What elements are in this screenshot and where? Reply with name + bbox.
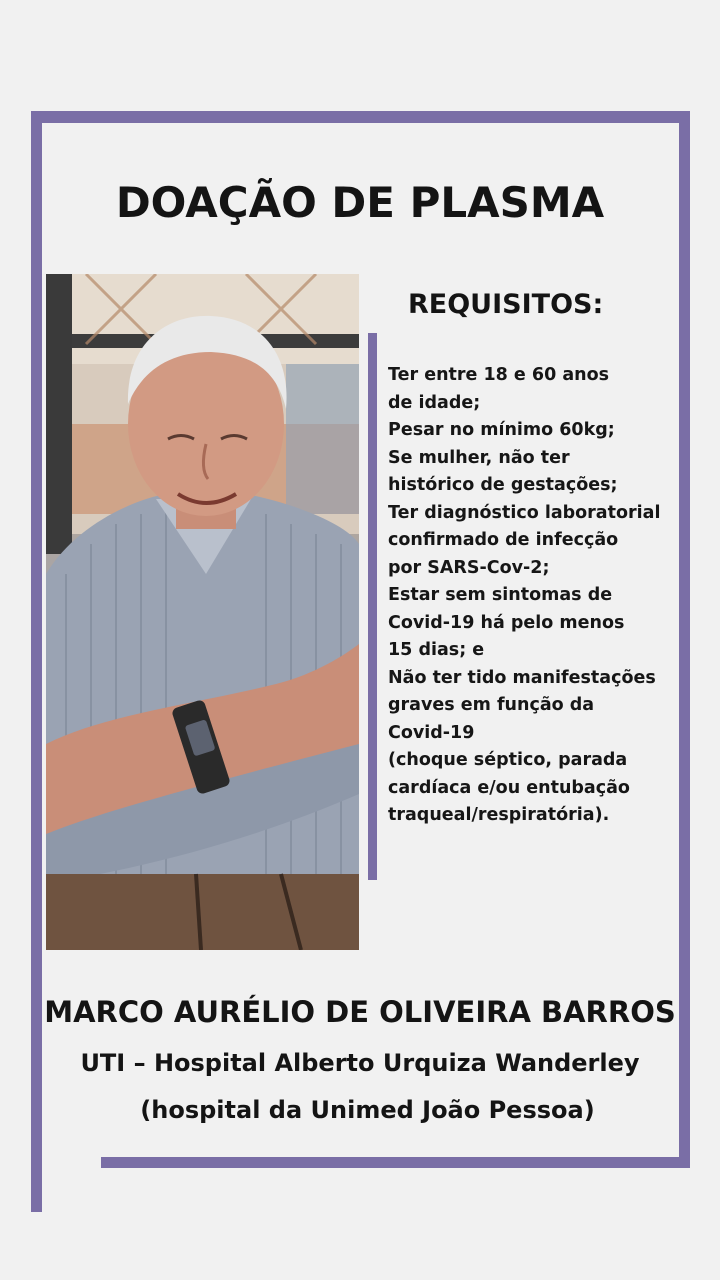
frame-left-border [31, 111, 42, 1212]
requirement-line: Ter diagnóstico laboratorial [388, 502, 661, 523]
requirement-line: histórico de gestações; [388, 475, 618, 495]
frame-bottom-border [101, 1157, 690, 1168]
requirement-line: (choque séptico, parada [388, 750, 628, 770]
hospital-note: (hospital da Unimed João Pessoa) [140, 1096, 595, 1124]
requirements-list [388, 362, 688, 830]
requirements-heading: REQUISITOS: [408, 289, 604, 320]
requirement-line: Se mulher, não ter [388, 447, 570, 468]
requirement-line: Covid-19 [388, 722, 475, 743]
requirement-line: confirmado de infecção [388, 530, 619, 550]
requirement-line: Pesar no mínimo 60kg; [388, 420, 615, 440]
requirement-line: cardíaca e/ou entubação [388, 777, 630, 798]
requirement-line: Estar sem sintomas de [388, 585, 613, 605]
requirement-line: Não ter tido manifestações [388, 667, 656, 688]
requirement-line: de idade; [388, 392, 481, 413]
hospital-unit: UTI – Hospital Alberto Urquiza Wanderley [80, 1049, 640, 1077]
frame-top-border [31, 111, 690, 123]
page-title: DOAÇÃO DE PLASMA [115, 178, 605, 227]
requirement-line: Ter entre 18 e 60 anos [388, 365, 610, 385]
requirement-line: traqueal/respiratória). [388, 805, 610, 825]
requirement-line: Covid-19 há pelo menos [388, 612, 625, 633]
requirements-accent-bar [368, 333, 377, 880]
requirement-line: graves em função da [388, 695, 595, 715]
requirement-line: 15 dias; e [388, 640, 485, 660]
requirement-line: por SARS-Cov-2; [388, 557, 550, 578]
patient-name: MARCO AURÉLIO DE OLIVEIRA BARROS [44, 995, 676, 1029]
patient-photo [46, 274, 359, 950]
